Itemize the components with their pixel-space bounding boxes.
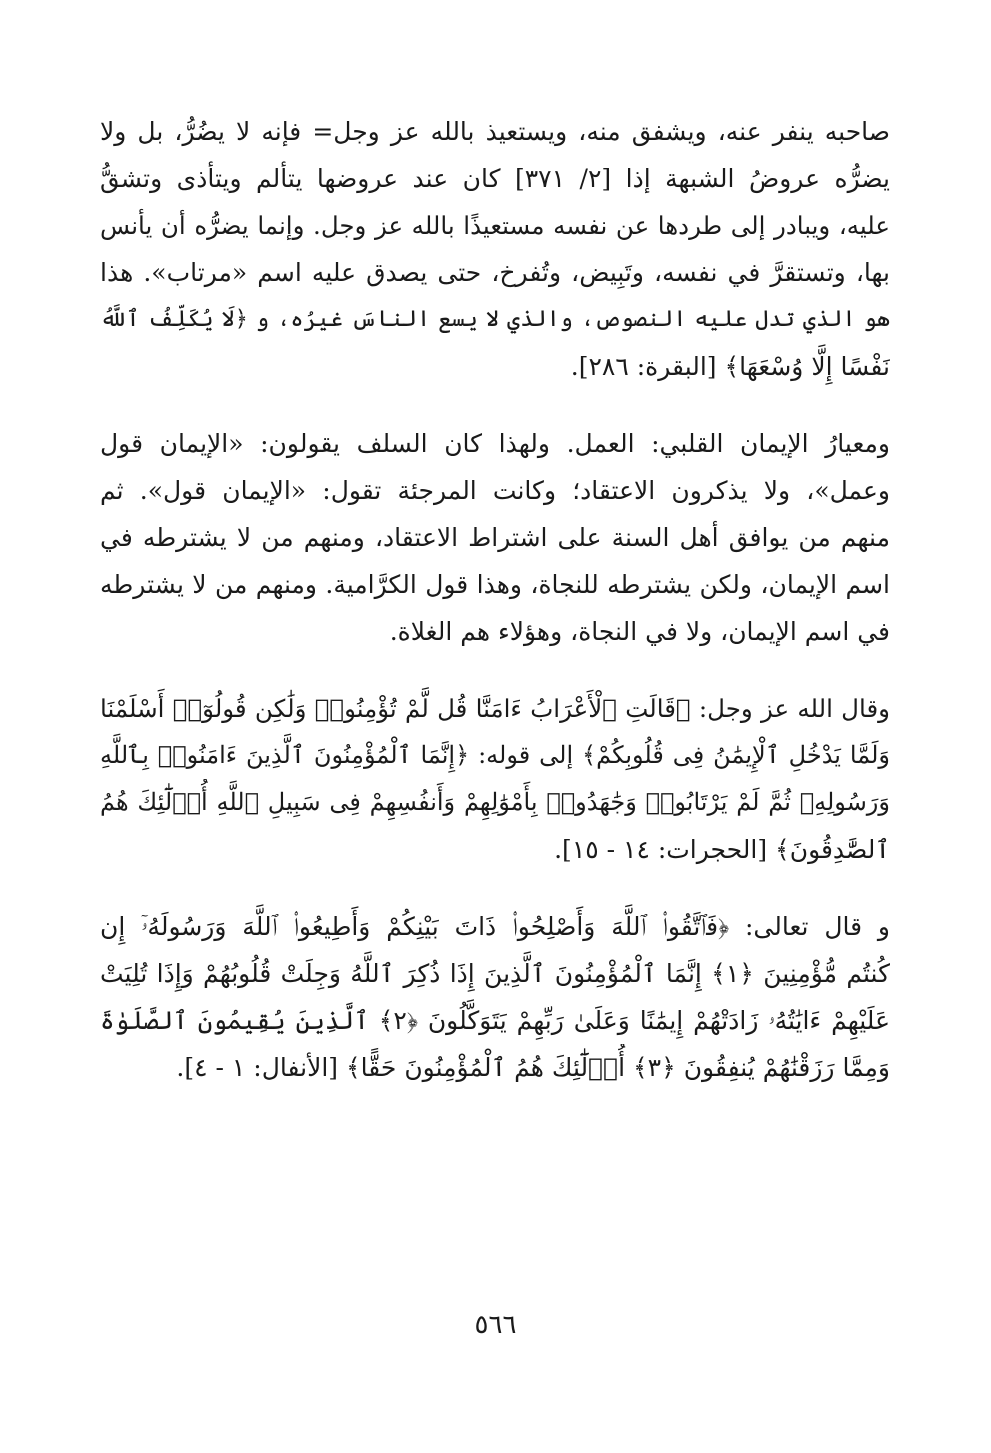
- text-line: ومعيارُ الإيمان القلبي: العمل. ولهذا كان السلف يقولون: «الإيمان قول: [100, 429, 890, 458]
- text-line: و قال تعالى: ﴿فَٱتَّقُوا۟ ٱللَّهَ وَأَصْلِحُوا۟ ذَاتَ بَيْنِكُمْ وَأَطِيعُوا۟ ٱللَّهَ وَرَسُولَهُۥٓ إِن: [100, 912, 890, 941]
- paragraph-faith-criterion: [100, 420, 890, 655]
- page-number: ٥٦٦: [474, 1310, 517, 1340]
- page-body: [100, 108, 890, 1121]
- text-line: وعمل»، ولا يذكرون الاعتقاد؛ وكانت المرجئة تقول: «الإيمان قول». ثم: [100, 476, 890, 505]
- text-line: عَلَيْهِمْ ءَايَٰتُهُۥ زَادَتْهُمْ إِيمَٰنًا وَعَلَىٰ رَبِّهِمْ يَتَوَكَّلُونَ ﴿٢﴾ ٱلَّذِينَ يُقِيمُونَ ٱلصَّلَوٰةَ: [100, 1006, 890, 1035]
- text-line: منهم من يوافق أهل السنة على اشتراط الاعتقاد، ومنهم من لا يشترطه في: [100, 523, 890, 552]
- text-line: وَمِمَّا رَزَقْنَٰهُمْ يُنفِقُونَ ﴿٣﴾ أُو۟لَٰٓئِكَ هُمُ ٱلْمُؤْمِنُونَ حَقًّا﴾ [الأنفال: ١ - ٤].: [176, 1053, 890, 1082]
- text-line: يضرُّه عروضُ الشبهة إذا [٢/ ٣٧١] كان عند عروضها يتألم ويتأذى وتشقُّ: [100, 164, 890, 193]
- text-line: بها، وتستقرَّ في نفسه، وتَبِيض، وتُفرخ، حتى يصدق عليه اسم «مرتاب». هذا: [100, 258, 890, 287]
- paragraph-hujurat: [100, 685, 890, 873]
- text-line: وقال الله عز وجل: ﴿قَالَتِ ٱلْأَعْرَابُ ءَامَنَّا قُل لَّمْ تُؤْمِنُوا۟ وَلَٰكِن قُولُوٓا۟ أَسْلَمْنَا: [100, 694, 890, 723]
- text-line: ٱلصَّٰدِقُونَ﴾ [الحجرات: ١٤ - ١٥].: [554, 835, 890, 864]
- text-line: في اسم الإيمان، ولا في النجاة، وهؤلاء هم الغلاة.: [389, 617, 890, 646]
- paragraph-anfal: [100, 903, 890, 1091]
- text-line: اسم الإيمان، ولكن يشترطه للنجاة، وهذا قول الكرَّامية. ومنهم من لا يشترطه: [100, 570, 890, 599]
- text-line: هو الذي تدل عليه النصوص، والذي لا يسع الناسَ غيرُه، و ﴿لَا يُكَلِّفُ ٱللَّهُ: [100, 306, 890, 332]
- text-line: وَرَسُولِهِۦ ثُمَّ لَمْ يَرْتَابُوا۟ وَجَٰهَدُوا۟ بِأَمْوَٰلِهِمْ وَأَنفُسِهِمْ فِى سَبِيلِ ٱللَّهِ أُو۟لَٰٓئِكَ هُمُ: [100, 788, 890, 816]
- text-line: كُنتُم مُّؤْمِنِينَ ﴿١﴾ إِنَّمَا ٱلْمُؤْمِنُونَ ٱلَّذِينَ إِذَا ذُكِرَ ٱللَّهُ وَجِلَتْ قُلُوبُهُمْ وَإِذَا تُلِيَتْ: [100, 959, 890, 988]
- text-line: نَفْسًا إِلَّا وُسْعَهَا﴾ [البقرة: ٢٨٦].: [570, 352, 890, 381]
- text-line: صاحبه ينفر عنه، ويشفق منه، ويستعيذ بالله عز وجل= فإنه لا يضُرُّ، بل ولا: [100, 117, 890, 146]
- text-line: عليه، ويبادر إلى طردها عن نفسه مستعيذًا بالله عز وجل. وإنما يضرُّه أن يأنس: [100, 211, 890, 240]
- text-line: وَلَمَّا يَدْخُلِ ٱلْإِيمَٰنُ فِى قُلُوبِكُمْ﴾ إلى قوله: ﴿إِنَّمَا ٱلْمُؤْمِنُونَ ٱلَّذِينَ ءَامَنُوا۟ بِٱللَّهِ: [100, 741, 890, 769]
- paragraph-doubts: [100, 108, 890, 390]
